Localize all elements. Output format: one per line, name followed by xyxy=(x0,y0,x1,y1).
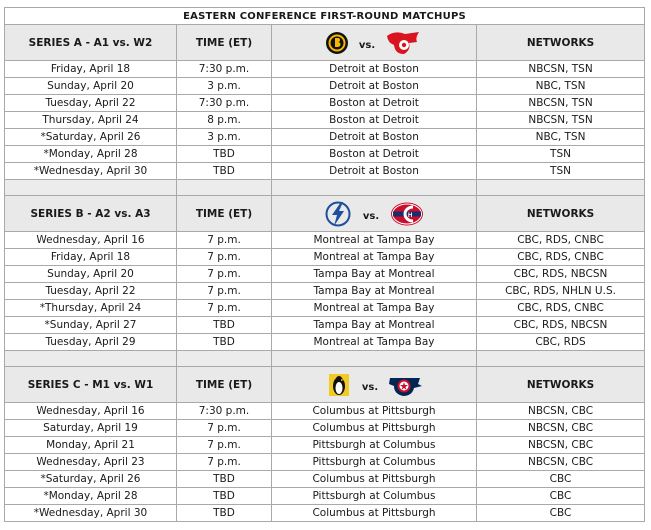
table-row xyxy=(5,505,645,522)
table-row xyxy=(5,163,645,180)
table-title: EASTERN CONFERENCE FIRST-ROUND MATCHUPS xyxy=(5,8,645,25)
matchup-logos xyxy=(272,196,477,232)
game-matchup: Boston at Detroit xyxy=(272,112,477,129)
table-row xyxy=(5,95,645,112)
matchup-logos xyxy=(272,25,477,61)
game-networks: NBC, TSN xyxy=(477,129,645,146)
networks-header: NETWORKS xyxy=(477,367,645,403)
game-time: TBD xyxy=(177,317,272,334)
table-row xyxy=(5,266,645,283)
game-date: Tuesday, April 22 xyxy=(5,95,177,112)
game-networks: CBC xyxy=(477,471,645,488)
networks-header: NETWORKS xyxy=(477,25,645,61)
svg-text:H: H xyxy=(408,212,413,219)
game-matchup: Tampa Bay at Montreal xyxy=(272,283,477,300)
game-networks: NBCSN, TSN xyxy=(477,112,645,129)
table-row xyxy=(5,437,645,454)
game-networks: NBCSN, CBC xyxy=(477,420,645,437)
game-date: Sunday, April 20 xyxy=(5,266,177,283)
game-date: *Wednesday, April 30 xyxy=(5,505,177,522)
game-networks: NBCSN, CBC xyxy=(477,437,645,454)
game-matchup: Detroit at Boston xyxy=(272,129,477,146)
table-row xyxy=(5,129,645,146)
game-networks: CBC, RDS xyxy=(477,334,645,351)
game-date: Tuesday, April 29 xyxy=(5,334,177,351)
game-matchup: Columbus at Pittsburgh xyxy=(272,505,477,522)
game-networks: CBC, RDS, CNBC xyxy=(477,249,645,266)
game-time: 7 p.m. xyxy=(177,266,272,283)
networks-header: NETWORKS xyxy=(477,196,645,232)
game-networks: CBC, RDS, NBCSN xyxy=(477,266,645,283)
game-time: TBD xyxy=(177,471,272,488)
time-header: TIME (ET) xyxy=(177,25,272,61)
spacer-row xyxy=(5,180,645,196)
game-networks: CBC xyxy=(477,488,645,505)
game-matchup: Detroit at Boston xyxy=(272,78,477,95)
game-networks: NBCSN, TSN xyxy=(477,95,645,112)
table-row xyxy=(5,300,645,317)
schedule-table xyxy=(4,7,645,522)
game-matchup: Tampa Bay at Montreal xyxy=(272,317,477,334)
game-date: *Saturday, April 26 xyxy=(5,129,177,146)
tampa-bay-lightning-logo xyxy=(323,201,353,227)
game-matchup: Montreal at Tampa Bay xyxy=(272,249,477,266)
game-time: 7 p.m. xyxy=(177,454,272,471)
table-row xyxy=(5,334,645,351)
game-date: Wednesday, April 16 xyxy=(5,232,177,249)
spacer-row xyxy=(5,351,645,367)
game-date: *Monday, April 28 xyxy=(5,488,177,505)
series-header-row xyxy=(5,367,645,403)
table-row xyxy=(5,454,645,471)
game-time: TBD xyxy=(177,146,272,163)
table-row xyxy=(5,420,645,437)
game-networks: CBC xyxy=(477,505,645,522)
game-time: TBD xyxy=(177,488,272,505)
game-time: TBD xyxy=(177,334,272,351)
columbus-blue-jackets-logo xyxy=(388,372,422,398)
montreal-canadiens-logo xyxy=(389,201,425,227)
game-date: Saturday, April 19 xyxy=(5,420,177,437)
table-row xyxy=(5,146,645,163)
game-time: TBD xyxy=(177,505,272,522)
table-row xyxy=(5,317,645,334)
game-networks: NBCSN, CBC xyxy=(477,454,645,471)
game-networks: CBC, RDS, CNBC xyxy=(477,300,645,317)
detroit-red-wings-logo xyxy=(385,30,423,56)
game-time: 7 p.m. xyxy=(177,300,272,317)
table-row xyxy=(5,61,645,78)
series-name: SERIES B - A2 vs. A3 xyxy=(5,196,177,232)
game-matchup: Pittsburgh at Columbus xyxy=(272,437,477,454)
game-date: Friday, April 18 xyxy=(5,249,177,266)
game-time: TBD xyxy=(177,163,272,180)
game-date: Wednesday, April 16 xyxy=(5,403,177,420)
boston-bruins-logo xyxy=(325,31,349,55)
game-networks: CBC, RDS, CNBC xyxy=(477,232,645,249)
game-networks: CBC, RDS, NBCSN xyxy=(477,317,645,334)
game-networks: NBCSN, CBC xyxy=(477,403,645,420)
game-time: 3 p.m. xyxy=(177,129,272,146)
vs-label: vs. xyxy=(358,40,376,51)
game-matchup: Montreal at Tampa Bay xyxy=(272,232,477,249)
pittsburgh-penguins-logo xyxy=(326,372,352,398)
matchup-logos xyxy=(272,367,477,403)
game-date: Monday, April 21 xyxy=(5,437,177,454)
game-time: 7 p.m. xyxy=(177,437,272,454)
game-date: Thursday, April 24 xyxy=(5,112,177,129)
series-header-row xyxy=(5,25,645,61)
time-header: TIME (ET) xyxy=(177,196,272,232)
game-matchup: Montreal at Tampa Bay xyxy=(272,334,477,351)
game-networks: TSN xyxy=(477,163,645,180)
series-header-row xyxy=(5,196,645,232)
table-row xyxy=(5,112,645,129)
series-name: SERIES C - M1 vs. W1 xyxy=(5,367,177,403)
game-matchup: Columbus at Pittsburgh xyxy=(272,420,477,437)
game-networks: CBC, RDS, NHLN U.S. xyxy=(477,283,645,300)
game-date: Sunday, April 20 xyxy=(5,78,177,95)
game-matchup: Columbus at Pittsburgh xyxy=(272,403,477,420)
game-networks: TSN xyxy=(477,146,645,163)
game-time: 3 p.m. xyxy=(177,78,272,95)
game-matchup: Tampa Bay at Montreal xyxy=(272,266,477,283)
game-matchup: Detroit at Boston xyxy=(272,61,477,78)
game-time: 7:30 p.m. xyxy=(177,95,272,112)
vs-label: vs. xyxy=(361,382,379,393)
game-networks: NBC, TSN xyxy=(477,78,645,95)
table-row xyxy=(5,232,645,249)
table-row xyxy=(5,283,645,300)
game-date: *Saturday, April 26 xyxy=(5,471,177,488)
game-date: *Sunday, April 27 xyxy=(5,317,177,334)
game-matchup: Montreal at Tampa Bay xyxy=(272,300,477,317)
game-date: *Monday, April 28 xyxy=(5,146,177,163)
time-header: TIME (ET) xyxy=(177,367,272,403)
game-time: 8 p.m. xyxy=(177,112,272,129)
table-row xyxy=(5,403,645,420)
game-time: 7 p.m. xyxy=(177,420,272,437)
game-time: 7 p.m. xyxy=(177,249,272,266)
game-matchup: Boston at Detroit xyxy=(272,95,477,112)
game-matchup: Boston at Detroit xyxy=(272,146,477,163)
game-matchup: Detroit at Boston xyxy=(272,163,477,180)
table-row xyxy=(5,488,645,505)
table-row xyxy=(5,78,645,95)
game-networks: NBCSN, TSN xyxy=(477,61,645,78)
game-time: 7:30 p.m. xyxy=(177,61,272,78)
game-time: 7 p.m. xyxy=(177,283,272,300)
game-date: *Thursday, April 24 xyxy=(5,300,177,317)
series-name: SERIES A - A1 vs. W2 xyxy=(5,25,177,61)
game-date: Friday, April 18 xyxy=(5,61,177,78)
vs-label: vs. xyxy=(362,211,380,222)
table-row xyxy=(5,249,645,266)
game-date: Wednesday, April 23 xyxy=(5,454,177,471)
game-time: 7:30 p.m. xyxy=(177,403,272,420)
game-matchup: Pittsburgh at Columbus xyxy=(272,454,477,471)
game-matchup: Columbus at Pittsburgh xyxy=(272,471,477,488)
game-matchup: Pittsburgh at Columbus xyxy=(272,488,477,505)
game-time: 7 p.m. xyxy=(177,232,272,249)
table-row xyxy=(5,471,645,488)
table-title-row xyxy=(5,8,645,25)
game-date: *Wednesday, April 30 xyxy=(5,163,177,180)
game-date: Tuesday, April 22 xyxy=(5,283,177,300)
